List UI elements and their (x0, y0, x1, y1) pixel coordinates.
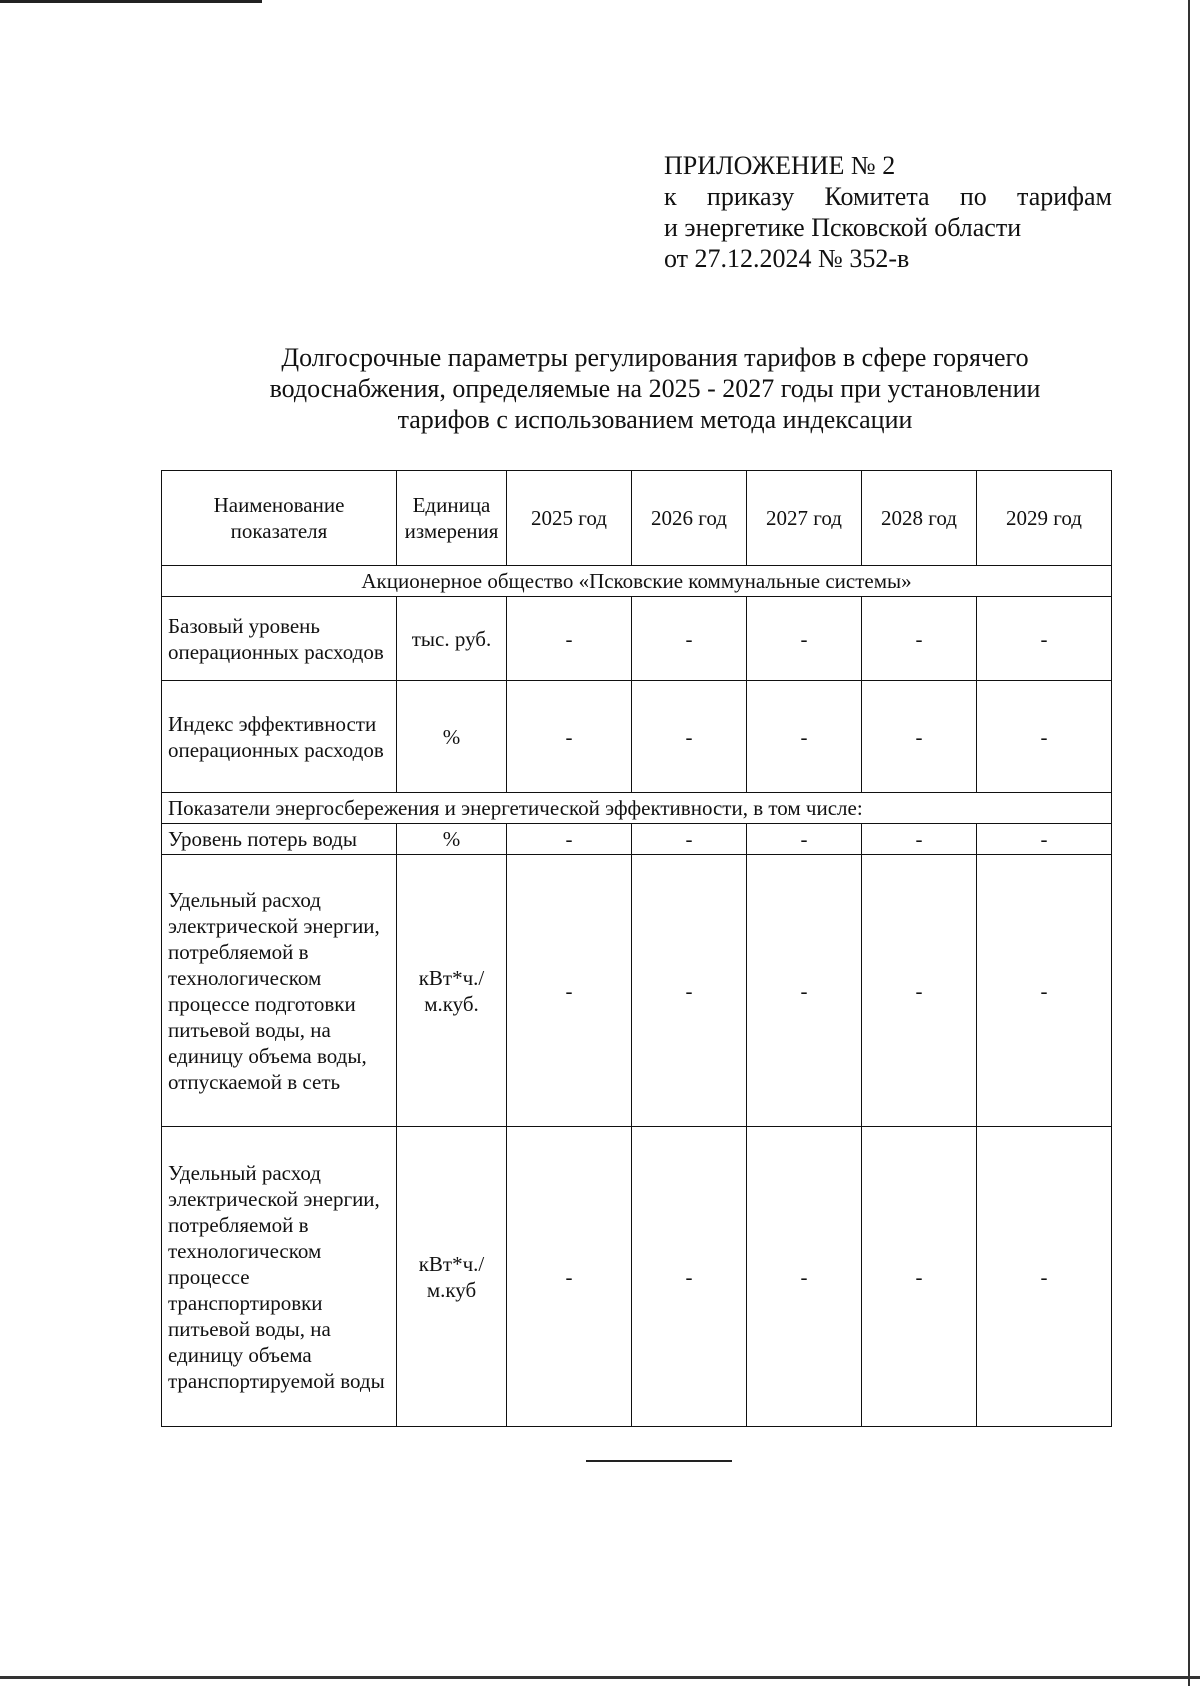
value-2029: - (977, 1127, 1112, 1427)
header-year-2027: 2027 год (747, 471, 862, 566)
organization-row (162, 566, 1112, 597)
value-2029: - (977, 824, 1112, 855)
header-year-2028: 2028 год (862, 471, 977, 566)
scan-edge-top (0, 0, 262, 3)
value-2029: - (977, 597, 1112, 681)
value-2026: - (632, 597, 747, 681)
value-2027: - (747, 597, 862, 681)
header-year-2026: 2026 год (632, 471, 747, 566)
value-2026: - (632, 1127, 747, 1427)
row-name: Уровень потерь воды (162, 824, 397, 855)
parameters-table (161, 470, 1112, 1427)
table-row (162, 681, 1112, 793)
document-title (215, 342, 1095, 435)
header-year-2025: 2025 год (507, 471, 632, 566)
value-2029: - (977, 855, 1112, 1127)
row-name: Удельный расход электрической энергии, потребляемой в технологическом процессе подготовки питьевой воды, на единицу объема воды, отпускаемой в сеть (162, 855, 397, 1127)
value-2026: - (632, 681, 747, 793)
row-unit: % (397, 681, 507, 793)
row-unit: % (397, 824, 507, 855)
value-2028: - (862, 1127, 977, 1427)
document-title-line-1: Долгосрочные параметры регулирования тарифов в сфере горячего (281, 343, 1029, 372)
row-unit: тыс. руб. (397, 597, 507, 681)
row-name: Базовый уровень операционных расходов (162, 597, 397, 681)
document-title-line-3: тарифов с использованием метода индексации (397, 405, 913, 434)
header-unit: Единица измерения (397, 471, 507, 566)
header-name: Наименование показателя (162, 471, 397, 566)
value-2025: - (507, 855, 632, 1127)
value-2026: - (632, 824, 747, 855)
value-2025: - (507, 1127, 632, 1427)
footer-divider (586, 1460, 732, 1462)
section-row (162, 793, 1112, 824)
value-2028: - (862, 824, 977, 855)
appendix-title: ПРИЛОЖЕНИЕ № 2 (664, 151, 896, 180)
appendix-committee-line: и энергетике Псковской области (664, 213, 1022, 242)
table-row (162, 855, 1112, 1127)
row-unit: кВт*ч./м.куб (397, 1127, 507, 1427)
document-title-line-2: водоснабжения, определяемые на 2025 - 2027 годы при установлении (269, 374, 1041, 403)
value-2027: - (747, 855, 862, 1127)
appendix-header (664, 150, 1112, 274)
value-2027: - (747, 824, 862, 855)
scan-edge-bottom (0, 1676, 1200, 1679)
table-row (162, 824, 1112, 855)
header-year-2029: 2029 год (977, 471, 1112, 566)
value-2029: - (977, 681, 1112, 793)
row-name: Удельный расход электрической энергии, потребляемой в технологическом процессе транспортировки питьевой воды, на единицу объема транспортируемой воды (162, 1127, 397, 1427)
table-header-row (162, 471, 1112, 566)
value-2028: - (862, 681, 977, 793)
value-2027: - (747, 681, 862, 793)
value-2028: - (862, 597, 977, 681)
value-2025: - (507, 597, 632, 681)
appendix-order-line: к приказу Комитета по тарифам (664, 182, 1112, 211)
value-2025: - (507, 681, 632, 793)
row-name: Индекс эффективности операционных расходов (162, 681, 397, 793)
section-energy-efficiency: Показатели энергосбережения и энергетической эффективности, в том числе: (162, 793, 1112, 824)
table-row (162, 1127, 1112, 1427)
value-2025: - (507, 824, 632, 855)
row-unit: кВт*ч./м.куб. (397, 855, 507, 1127)
organization-name: Акционерное общество «Псковские коммунальные системы» (162, 566, 1112, 597)
value-2027: - (747, 1127, 862, 1427)
scan-edge-right (1188, 0, 1190, 1686)
appendix-date-line: от 27.12.2024 № 352-в (664, 244, 910, 273)
value-2028: - (862, 855, 977, 1127)
table-row (162, 597, 1112, 681)
value-2026: - (632, 855, 747, 1127)
